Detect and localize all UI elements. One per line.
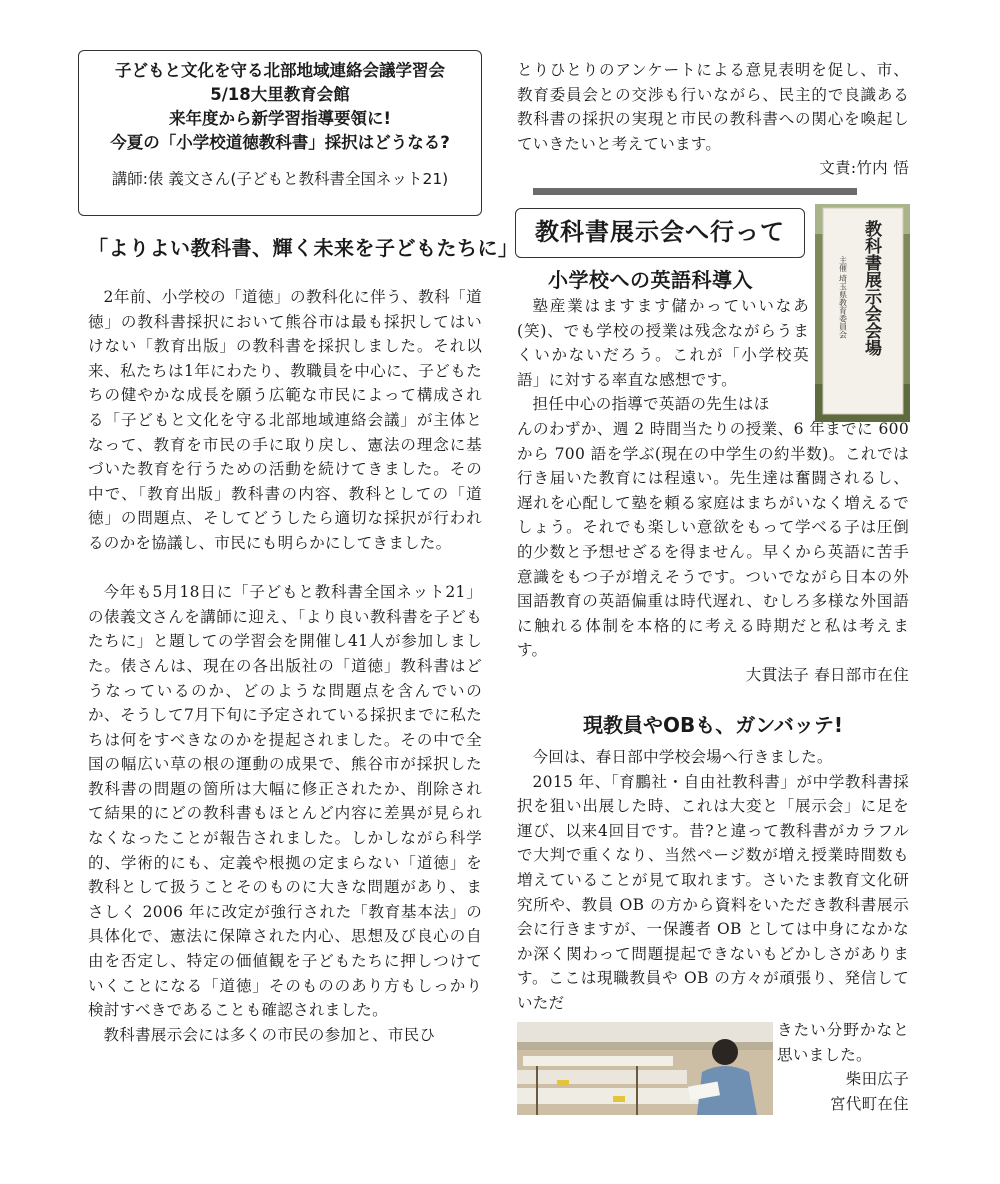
notice-lecturer: 講師:俵 義文さん(子どもと教科書全国ネット21) — [111, 170, 449, 188]
section-divider — [533, 188, 857, 195]
article-paragraph: んのわずか、週 2 時間当たりの授業、6 年までに 600 から 700 語を学ぶ(現在の中学生の約半数)。これでは行き届いた教育には程遠い。先生達は奮闘されるし、遅れを心配して塾を頼る家庭はまちがいなく増えるでしょう。それでも楽しい意欲をもって学べる子は圧倒的少数と予想せざるを得ません。早くから英語に苦手意識をもつ子が増えそうです。ついでながら日本の外国語教育の英語偏重は時代遅れ、むしろ多様な外国語に触れる体制を本格的に考える時期だと私は考えます。 — [517, 419, 909, 660]
article-byline-name: 柴田広子 — [845, 1070, 909, 1089]
notice-date-venue: 5/18大里教育会館 — [210, 85, 350, 104]
event-notice-box — [78, 50, 482, 216]
article-paragraph: 2年前、小学校の「道徳」の教科化に伴う、教科「道徳」の教科書採択において熊谷市は最も採択してはいけない「教育出版」の教科書を採択しました。それ以来、私たちは1年にわたり、教職員を中心に、子どもたちの健やかな成長を願う広範な市民によって構成される「子どもと文化を守る北部地域連絡会議」が主体となって、教育を市民の手に取り戻し、憲法の理念に基づいた教育を行うための活動を続けてきました。その中で、「教育出版」教科書の内容、教科としての「道徳」の問題点、そしてどうしたら適切な採択が行われるのかを協議し、市民にも明らかにしてきました。 — [88, 288, 482, 552]
section-subheading: 現教員やOBも、ガンバッテ! — [583, 713, 843, 737]
article-paragraph: 塾産業はますます儲かっていいなあ(笑)、でも学校の授業は残念ながらうまくいかないだろう。これが「小学校英語」に対する率直な感想です。 — [517, 297, 809, 389]
article-body-english — [517, 294, 909, 688]
sign-sub-text: 主催 埼玉県教育委員会 — [838, 256, 848, 339]
notice-headline: 来年度から新学習指導要領に! — [168, 109, 392, 128]
sign-main-text: 教科書展示会会場 — [861, 220, 881, 356]
exhibition-title: 教科書展示会へ行って — [515, 208, 805, 258]
article-byline: 文責:竹内 悟 — [819, 159, 909, 178]
article-paragraph: 教科書展示会には多くの市民の参加と、市民ひ — [103, 1025, 436, 1044]
section-subheading: 小学校への英語科導入 — [548, 268, 753, 292]
article-byline: 大貫法子 春日部市在住 — [745, 665, 909, 684]
article-body-left — [88, 285, 482, 1047]
article-paragraph: 今年も5月18日に「子どもと教科書全国ネット21」の俵義文さんを講師に迎え、「より良い教科書を子どもたちに」と題しての学習会を開催し41人が参加しました。俵さんは、現在の各出版社の「道徳」教科書はどうなっているのか、どのような問題点を含んでいのか、そうして7月下旬に予定されている採択までに私たちは何をすべきなのかを提起されました。その中で全国の幅広い草の根の運動の成果で、熊谷市が採択した教科書の問題の箇所は大幅に修正されたか、削除されて結果的にどの教科書もほとんど内容に差異が見られなくなったことが報告されました。しかしながら科学的、学術的にも、定義や根拠の定まらない「道徳」を教科として扱うことそのものに大きな問題があり、まさしく 2006 年に改定が強行された「教育基本法」の具体化で、憲法に保障された内心、思想及び良心の自由を否定し、特定の価値観を子どもたちに押しつけていくことになる「道徳」そのもののあり方もしっかり検討すべきであることも確認されました。 — [88, 583, 482, 1020]
notice-question: 今夏の「小学校道徳教科書」採択はどうなる? — [110, 133, 450, 152]
notice-organizer: 子どもと文化を守る北部地域連絡会議学習会 — [115, 61, 445, 80]
article-body-ob — [517, 745, 909, 1016]
article-heading: 「よりよい教科書、輝く未来を子どもたちに」 — [88, 236, 519, 260]
article-paragraph: 2015 年、「育鵬社・自由社教科書」が中学教科書採択を狙い出展した時、これは大変と「展示会」に足を運び、以来4回目です。昔?と違って教科書がカラフルで大判で重くなり、当然ページ数が増え授業時間数も増えていることが見て取れます。さいたま教育文化研究所や、教員 OB の方から資料をいただき教科書展示会に行きますが、一保護者 OB としては中身になかなか深く関わって問題提起できないもどかしさがあります。ここは現職教員や OB の方々が頑張り、発信していただ — [517, 772, 909, 1012]
article-paragraph: きたい分野かなと思いました。 — [777, 1021, 909, 1064]
article-paragraph: 担任中心の指導で英語の先生はほ — [532, 395, 770, 414]
article-body-continued — [517, 58, 909, 181]
article-paragraph: 今回は、春日部中学校会場へ行きました。 — [532, 748, 833, 766]
article-byline-place: 宮代町在住 — [829, 1094, 909, 1113]
article-body-ob-tail — [777, 1018, 909, 1116]
article-paragraph: とりひとりのアンケートによる意見表明を促し、市、教育委員会との交渉も行いながら、民主的で良識ある教科書の採択の実現と市民の教科書への関心を喚起していきたいと考えています。 — [517, 61, 909, 153]
exhibition-room-photo — [517, 1022, 773, 1115]
